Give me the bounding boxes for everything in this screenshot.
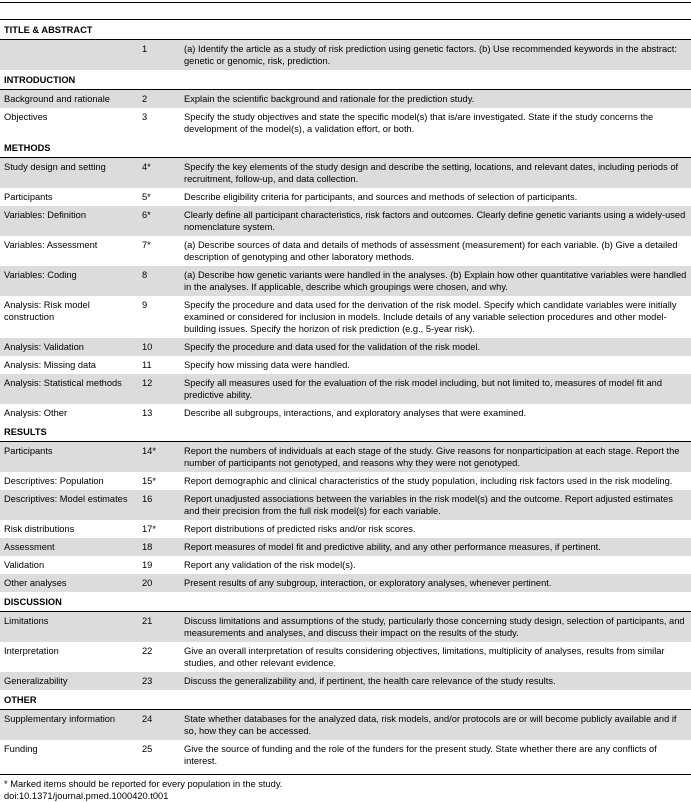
recommendation-cell: (a) Describe how genetic variants were handled in the analyses. (b) Explain how other quantitative variables were handled in the analyses. If applicable, describe which groupings were chosen, and why. <box>180 266 691 296</box>
item-number-cell: 10 <box>138 338 180 356</box>
recommendation-cell: Specify all measures used for the evaluation of the risk model including, but not limited to, measures of model fit and predictive ability. <box>180 374 691 404</box>
section-header: DISCUSSION <box>0 592 691 612</box>
recommendation-cell: Discuss limitations and assumptions of the study, particularly those concerning study design, selection of participants, and measurements and analyses, and discuss their impact on the results of the study. <box>180 612 691 642</box>
table-row <box>0 108 691 138</box>
item-number-cell: 7* <box>138 236 180 266</box>
table-row <box>0 490 691 520</box>
item-number-cell: 25 <box>138 740 180 770</box>
topic-cell: Variables: Coding <box>0 266 138 296</box>
table-row <box>0 538 691 556</box>
item-number-cell: 17* <box>138 520 180 538</box>
topic-cell: Descriptives: Model estimates <box>0 490 138 520</box>
topic-cell: Supplementary information <box>0 710 138 740</box>
table-row <box>0 442 691 472</box>
topic-cell: Objectives <box>0 108 138 138</box>
topic-cell: Generalizability <box>0 672 138 690</box>
recommendation-cell: Specify the key elements of the study design and describe the setting, locations, and relevant dates, including periods of recruitment, follow-up, and data collection. <box>180 158 691 188</box>
top-rule <box>0 2 691 3</box>
recommendation-cell: Discuss the generalizability and, if pertinent, the health care relevance of the study results. <box>180 672 691 690</box>
item-number-cell: 1 <box>138 40 180 70</box>
item-number-cell: 2 <box>138 90 180 108</box>
recommendation-cell: Give an overall interpretation of results considering objectives, limitations, multiplicity of analyses, results from similar studies, and other relevant evidence. <box>180 642 691 672</box>
item-number-cell: 22 <box>138 642 180 672</box>
topic-cell: Risk distributions <box>0 520 138 538</box>
recommendation-cell: (a) Describe sources of data and details of methods of assessment (measurement) for each variable. (b) Give a detailed description of genotyping and other laboratory methods. <box>180 236 691 266</box>
item-number-cell: 4* <box>138 158 180 188</box>
topic-cell: Participants <box>0 442 138 472</box>
topic-cell: Variables: Definition <box>0 206 138 236</box>
table-row <box>0 740 691 770</box>
table-row <box>0 266 691 296</box>
item-number-cell: 24 <box>138 710 180 740</box>
item-number-cell: 13 <box>138 404 180 422</box>
section-header: TITLE & ABSTRACT <box>0 20 691 40</box>
item-number-cell: 18 <box>138 538 180 556</box>
item-number-cell: 6* <box>138 206 180 236</box>
item-number-cell: 5* <box>138 188 180 206</box>
table-row <box>0 206 691 236</box>
table-row <box>0 520 691 538</box>
table-footer <box>0 774 691 802</box>
recommendation-cell: Give the source of funding and the role of the funders for the present study. State whether there are any conflicts of interest. <box>180 740 691 770</box>
table-row <box>0 158 691 188</box>
table-row <box>0 556 691 574</box>
table-row <box>0 188 691 206</box>
recommendation-cell: Explain the scientific background and rationale for the prediction study. <box>180 90 691 108</box>
table-row <box>0 574 691 592</box>
recommendation-cell: Report any validation of the risk model(s). <box>180 556 691 574</box>
recommendation-cell: Report demographic and clinical characteristics of the study population, including risk factors used in the risk modeling. <box>180 472 691 490</box>
table-row <box>0 374 691 404</box>
table-row <box>0 338 691 356</box>
recommendation-cell: Describe all subgroups, interactions, and exploratory analyses that were examined. <box>180 404 691 422</box>
item-number-cell: 20 <box>138 574 180 592</box>
topic-cell <box>0 40 138 70</box>
table-row <box>0 642 691 672</box>
item-number-cell: 9 <box>138 296 180 338</box>
topic-cell: Analysis: Missing data <box>0 356 138 374</box>
topic-cell: Assessment <box>0 538 138 556</box>
table-row <box>0 356 691 374</box>
topic-cell: Analysis: Risk model construction <box>0 296 138 338</box>
checklist-table <box>0 19 691 770</box>
item-number-cell: 12 <box>138 374 180 404</box>
topic-cell: Participants <box>0 188 138 206</box>
recommendation-cell: Specify how missing data were handled. <box>180 356 691 374</box>
item-number-cell: 15* <box>138 472 180 490</box>
topic-cell: Validation <box>0 556 138 574</box>
table-row <box>0 472 691 490</box>
item-number-cell: 16 <box>138 490 180 520</box>
recommendation-cell: Specify the procedure and data used for the validation of the risk model. <box>180 338 691 356</box>
topic-cell: Background and rationale <box>0 90 138 108</box>
item-number-cell: 21 <box>138 612 180 642</box>
topic-cell: Limitations <box>0 612 138 642</box>
recommendation-cell: Report distributions of predicted risks and/or risk scores. <box>180 520 691 538</box>
item-number-cell: 19 <box>138 556 180 574</box>
recommendation-cell: Specify the procedure and data used for the derivation of the risk model. Specify which candidate variables were initially examined or considered for inclusion in models. Include details of any variable selection procedures and other model-building issues. Specify the horizon of risk prediction (e.g., 5-year risk). <box>180 296 691 338</box>
table-row <box>0 90 691 108</box>
section-header: RESULTS <box>0 422 691 442</box>
recommendation-cell: Specify the study objectives and state the specific model(s) that is/are investigated. State if the study concerns the development of the model(s), a validation effort, or both. <box>180 108 691 138</box>
topic-cell: Study design and setting <box>0 158 138 188</box>
topic-cell: Analysis: Other <box>0 404 138 422</box>
recommendation-cell: (a) Identify the article as a study of risk prediction using genetic factors. (b) Use recommended keywords in the abstract: genetic or genomic, risk, prediction. <box>180 40 691 70</box>
footnote: * Marked items should be reported for every population in the study. <box>4 779 691 791</box>
topic-cell: Interpretation <box>0 642 138 672</box>
topic-cell: Variables: Assessment <box>0 236 138 266</box>
recommendation-cell: Present results of any subgroup, interaction, or exploratory analyses, whenever pertinent. <box>180 574 691 592</box>
item-number-cell: 23 <box>138 672 180 690</box>
topic-cell: Funding <box>0 740 138 770</box>
table-row <box>0 40 691 70</box>
section-header: METHODS <box>0 138 691 158</box>
recommendation-cell: State whether databases for the analyzed data, risk models, and/or protocols are or will become publicly available and if so, how they can be accessed. <box>180 710 691 740</box>
topic-cell: Other analyses <box>0 574 138 592</box>
recommendation-cell: Clearly define all participant characteristics, risk factors and outcomes. Clearly define genetic variants using a widely-used nomenclature system. <box>180 206 691 236</box>
table-row <box>0 672 691 690</box>
table-row <box>0 236 691 266</box>
item-number-cell: 3 <box>138 108 180 138</box>
item-number-cell: 8 <box>138 266 180 296</box>
table-row <box>0 612 691 642</box>
topic-cell: Analysis: Statistical methods <box>0 374 138 404</box>
table-row <box>0 404 691 422</box>
recommendation-cell: Report the numbers of individuals at each stage of the study. Give reasons for nonparticipation at each stage. Report the number of participants not genotyped, and reasons why they were not genotyped. <box>180 442 691 472</box>
topic-cell: Analysis: Validation <box>0 338 138 356</box>
section-header: INTRODUCTION <box>0 70 691 90</box>
table-row <box>0 296 691 338</box>
item-number-cell: 11 <box>138 356 180 374</box>
topic-cell: Descriptives: Population <box>0 472 138 490</box>
section-header: OTHER <box>0 690 691 710</box>
item-number-cell: 14* <box>138 442 180 472</box>
recommendation-cell: Report measures of model fit and predictive ability, and any other performance measures, if pertinent. <box>180 538 691 556</box>
recommendation-cell: Describe eligibility criteria for participants, and sources and methods of selection of participants. <box>180 188 691 206</box>
recommendation-cell: Report unadjusted associations between the variables in the risk model(s) and the outcome. Report adjusted estimates and their precision from the full risk model(s) for each variable. <box>180 490 691 520</box>
table-row <box>0 710 691 740</box>
doi: doi:10.1371/journal.pmed.1000420.t001 <box>4 791 691 802</box>
